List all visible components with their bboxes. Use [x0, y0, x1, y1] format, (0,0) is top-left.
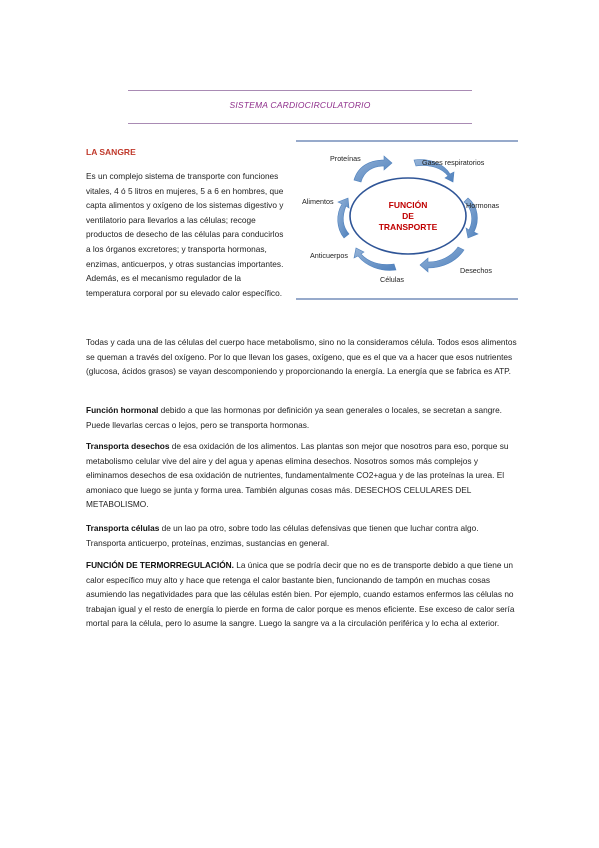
paragraph-desechos-lead: Transporta desechos [86, 441, 170, 451]
paragraph-hormonal [86, 403, 518, 432]
paragraph-hormonal-text: debido a que las hormonas por definición ya sean generales o locales, se secretan a sangre. Puede llevarlas cercas o lejos, pero se transporta hormonas. [86, 405, 502, 430]
document-title: SISTEMA CARDIOCIRCULATORIO [229, 100, 371, 110]
center-text-line3: TRANSPORTE [378, 222, 438, 232]
label-proteinas: Proteínas [330, 154, 361, 163]
paragraph-celulas-text: de un lao pa otro, sobre todo las células defensivas que tienen que luchar contra algo. Transporta anticuerpo, proteínas, enzimas, sustancias en general. [86, 523, 479, 548]
paragraph-desechos [86, 439, 518, 512]
label-hormonas: Hormonas [466, 201, 500, 210]
paragraph-termorregulacion-text: La única que se podría decir que no es de transporte debido a que tiene un calor específico muy alto y hace que retenga el calor bastante bien, funcionando de tampón en muchas cosas asumiendo las negatividades para que las células estén bien. Por ejemplo, cuando estamos enfermos las células no trabajan igual y el resto de energía lo pierde en forma de calor porque es menos eficiente. Ese exceso de calor sería mortal para la célula, pero lo asume la sangre. Luego la sangre va a la circulación periférica y lo echa al exterior. [86, 560, 515, 629]
paragraph-termorregulacion-lead: FUNCIÓN DE TERMORREGULACIÓN. [86, 560, 234, 570]
arrow-left [338, 198, 349, 238]
paragraph-desechos-text: de esa oxidación de los alimentos. Las plantas son mejor que nosotros para eso, porque su metabolismo celular vive del aire y del agua y apenas elimina desechos. Nosotros somos más complejos y eliminamos desechos de esa oxidación de nutrientes, fundamentalmente CO2+agua y de las proteínas la urea. El amoniaco que luego se junta y forma urea. También algunas cosas más. DESECHOS CELULARES DEL METABOLISMO. [86, 441, 509, 510]
intro-paragraph: Es un complejo sistema de transporte con funciones vitales, 4 ó 5 litros en mujeres, 5 a 6 en hombres, que capta alimentos y oxígeno de los sistemas digestivo y ventilatorio para llevarlos a las células; recoge productos de desecho de las células para conducirlos a los órganos excretores; y transporta hormonas, enzimas, anticuerpos, y otras sustancias importantes. Además, es el mecanismo regulador de la temperatura corporal por su elevado calor específico. [86, 171, 284, 298]
paragraph-termorregulacion [86, 558, 518, 631]
center-text-line2: DE [402, 211, 414, 221]
transport-function-diagram [296, 140, 518, 300]
title-top-rule [128, 90, 472, 91]
label-anticuerpos: Anticuerpos [310, 251, 348, 260]
title-bottom-rule [128, 123, 472, 124]
paragraph-celulas-lead: Transporta células [86, 523, 160, 533]
center-text-line1: FUNCIÓN [388, 200, 428, 210]
label-celulas: Células [380, 275, 404, 284]
label-alimentos: Alimentos [302, 197, 334, 206]
section-heading: LA SANGRE [86, 147, 136, 157]
label-gases: Gases respiratorios [422, 158, 485, 167]
paragraph-metabolism: Todas y cada una de las células del cuerpo hace metabolismo, sino no la consideramos célula. Todos esos alimentos se queman a través del oxígeno. Por lo que llevan los gases, oxígeno, que es el que va a hacer que esos nutrientes (glucosa, ácidos grasos) se vayan descomponiendo y proporcionando la energía. La energía que se fabrica es ATP. [86, 337, 517, 377]
paragraph-hormonal-lead: Función hormonal [86, 405, 159, 415]
paragraph-celulas [86, 521, 518, 550]
label-desechos: Desechos [460, 266, 492, 275]
